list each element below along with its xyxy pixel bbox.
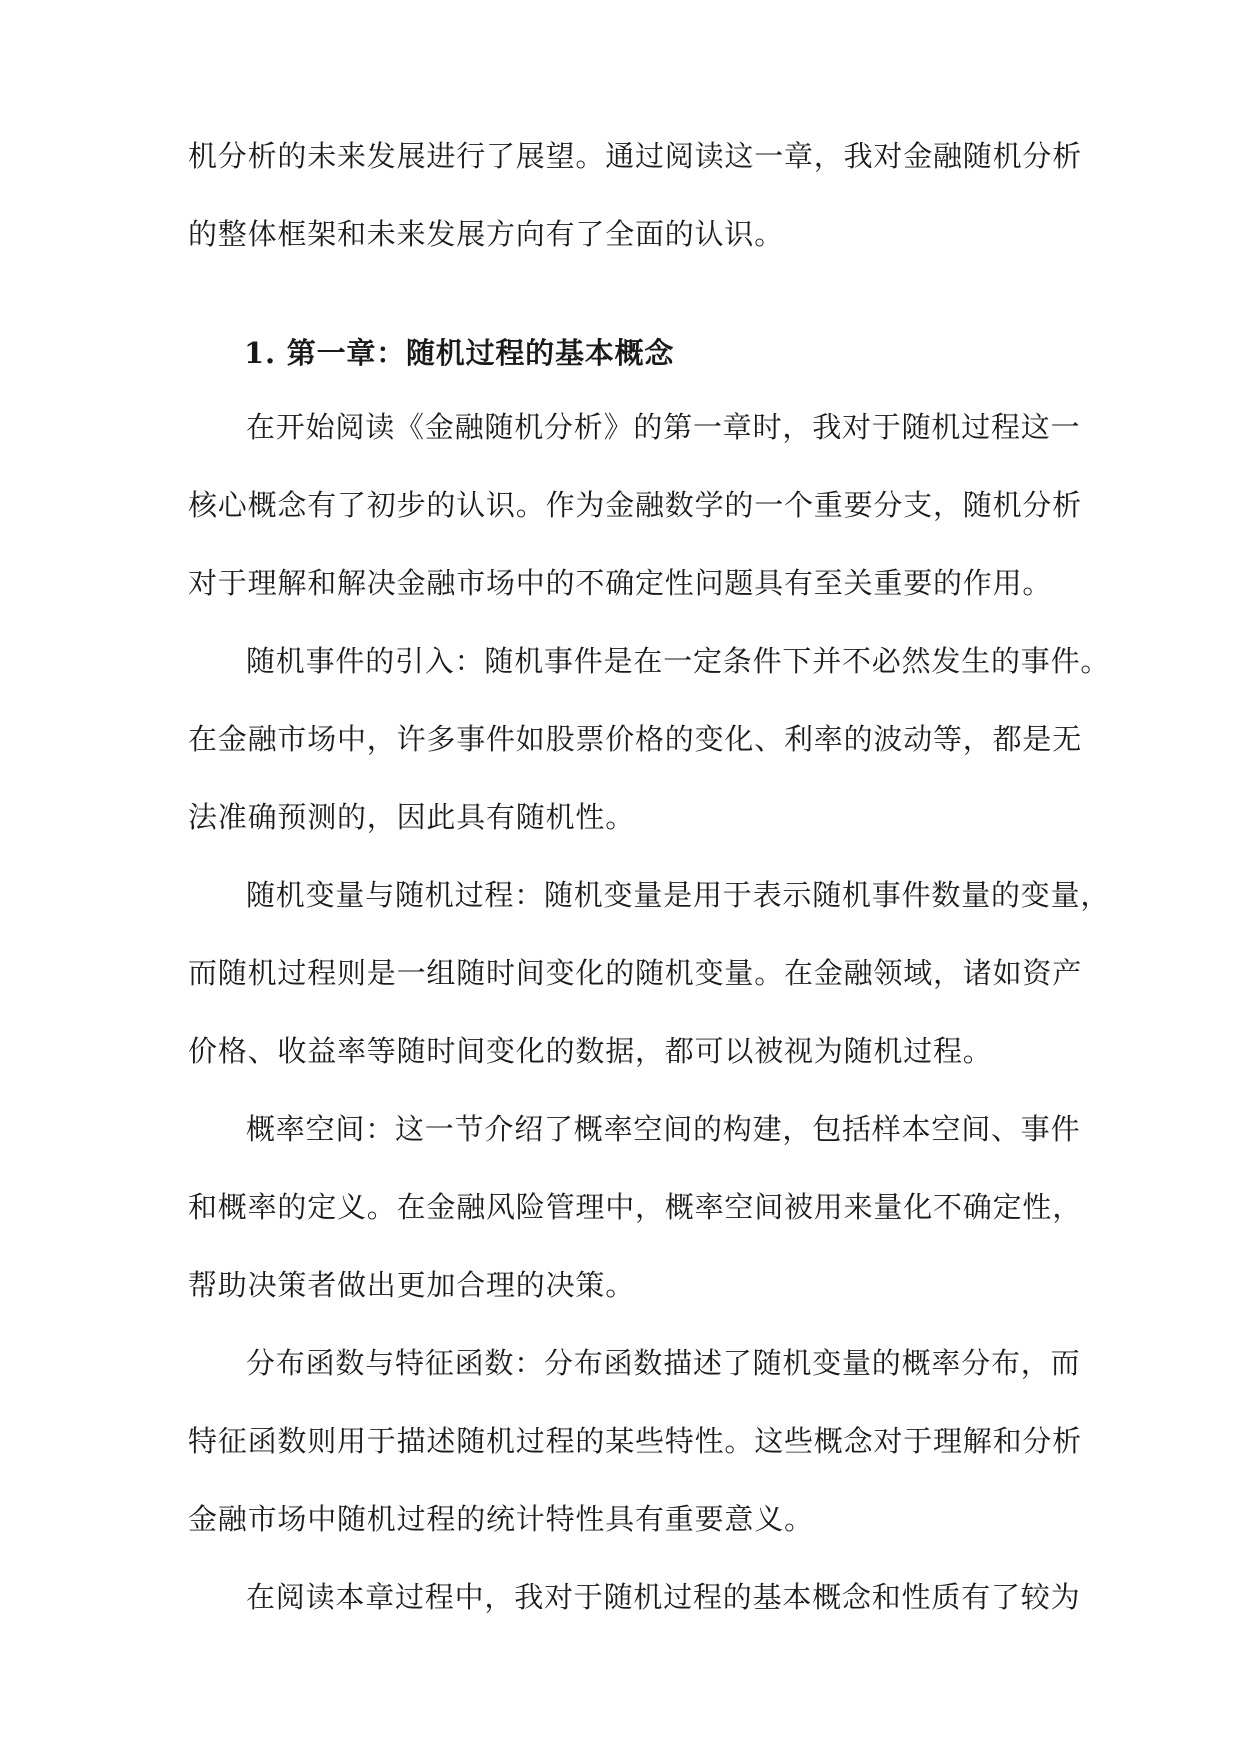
text-line: 随机事件的引入：随机事件是在一定条件下并不必然发生的事件。 — [246, 644, 1111, 678]
text-line: 核心概念有了初步的认识。作为金融数学的一个重要分支，随机分析 — [188, 488, 1083, 522]
text-line: 机分析的未来发展进行了展望。通过阅读这一章，我对金融随机分析 — [188, 139, 1083, 173]
text-line: 在开始阅读《金融随机分析》的第一章时，我对于随机过程这一 — [246, 410, 1081, 444]
text-line: 金融市场中随机过程的统计特性具有重要意义。 — [188, 1502, 814, 1536]
text-line: 价格、收益率等随时间变化的数据，都可以被视为随机过程。 — [188, 1034, 993, 1068]
text-line: 在金融市场中，许多事件如股票价格的变化、利率的波动等，都是无 — [188, 722, 1083, 756]
text-line: 法准确预测的，因此具有随机性。 — [188, 800, 636, 834]
text-line: 概率空间：这一节介绍了概率空间的构建，包括样本空间、事件 — [246, 1112, 1081, 1146]
text-line: 在阅读本章过程中，我对于随机过程的基本概念和性质有了较为 — [246, 1580, 1081, 1614]
text-line: 的整体框架和未来发展方向有了全面的认识。 — [188, 217, 785, 251]
text-line: 和概率的定义。在金融风险管理中，概率空间被用来量化不确定性， — [188, 1190, 1083, 1224]
text-line: 而随机过程则是一组随时间变化的随机变量。在金融领域，诸如资产 — [188, 956, 1083, 990]
text-line: 帮助决策者做出更加合理的决策。 — [188, 1268, 636, 1302]
text-line: 对于理解和解决金融市场中的不确定性问题具有至关重要的作用。 — [188, 566, 1053, 600]
chapter-heading: 1. 第一章：随机过程的基本概念 — [244, 336, 675, 370]
text-line: 特征函数则用于描述随机过程的某些特性。这些概念对于理解和分析 — [188, 1424, 1083, 1458]
text-line: 分布函数与特征函数：分布函数描述了随机变量的概率分布，而 — [246, 1346, 1081, 1380]
text-line: 随机变量与随机过程：随机变量是用于表示随机事件数量的变量， — [246, 878, 1111, 912]
